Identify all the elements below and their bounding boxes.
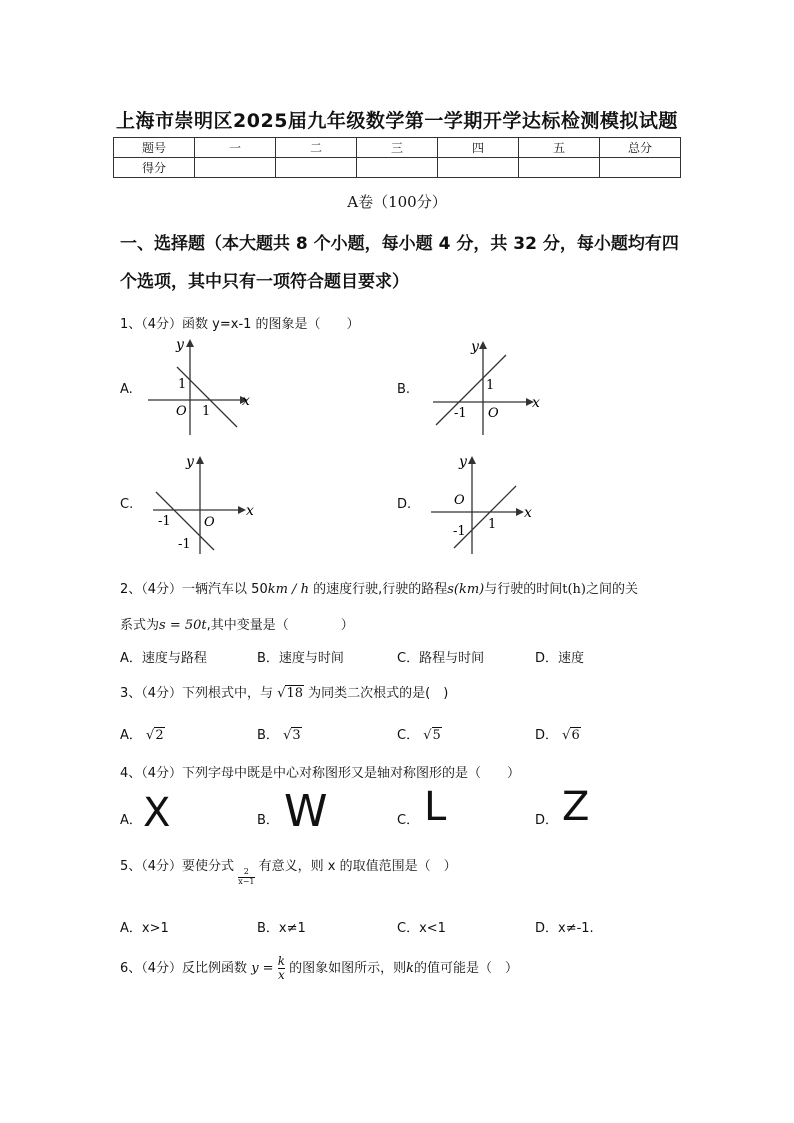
table-cell: 四 [438,138,519,158]
denominator: x−1 [238,877,255,886]
q2-text: 与行驶的时间 [484,582,563,597]
q5-option-a: A．x>1 [120,921,169,936]
q1-option-b-label: B. [397,382,411,397]
q5-option-c: C．x<1 [397,921,446,936]
x-label: x [524,505,532,521]
question-2-stem-line-1 [120,578,638,597]
question-4-stem: 4、（4分）下列字母中既是中心对称图形又是轴对称图形的是（ ） [120,766,521,781]
sqrt-expression: √6 [562,728,580,743]
q6-lhs: y = [251,961,274,977]
q3-option-d [535,724,581,743]
denominator: x [277,968,285,983]
q2-option-c: C．路程与时间 [397,651,485,666]
q2-text: 2、（4分）一辆汽车以 50 [120,582,268,597]
x-axis-arrow [238,506,246,514]
score-cell [438,158,519,178]
q2-unit: km / h [267,582,309,597]
y-label: y [459,454,467,470]
x-label: x [532,395,540,411]
option-label: B． [257,728,279,743]
radicand: 18 [286,686,304,701]
q2-text: ,其中变量是（ ） [206,618,354,633]
q3-option-c [397,724,442,743]
q3-option-b [257,724,302,743]
tick-label: -1 [178,537,191,552]
q1-graph-c [148,450,268,558]
q2-formula: s = 50t [159,618,207,633]
q1-option-d-label: D. [397,497,412,512]
table-cell: 总分 [600,138,681,158]
tick-label: 1 [202,404,211,419]
y-axis-arrow [186,339,194,347]
q1-graph-a [140,335,260,440]
y-axis-arrow [196,456,204,464]
radicand: 3 [292,728,301,743]
question-1-stem: 1、（4分）函数 y=x-1 的图象是（ ） [120,317,360,332]
q5-text: 有意义，则 x 的取值范围是（ ） [258,859,457,874]
q2-text: 之间的关 [586,582,639,597]
sqrt-expression: √2 [146,728,164,743]
q3-text: 为同类二次根式的是( ) [308,686,449,701]
q4-option-d-letter: Z [562,784,590,830]
page-title: 上海市崇明区2025届九年级数学第一学期开学达标检测模拟试题 [116,110,678,132]
sqrt-expression: √3 [283,728,301,743]
sqrt-expression: √18 [277,686,304,701]
score-cell [600,158,681,178]
radicand: 5 [432,728,441,743]
tick-label: -1 [453,524,466,539]
origin-label: O [488,406,499,421]
radicand: 6 [571,728,580,743]
x-axis-arrow [516,508,524,516]
option-label: A． [120,728,142,743]
score-cell [195,158,276,178]
question-3-stem [120,682,448,701]
q2-option-a: A．速度与路程 [120,651,207,666]
y-label: y [176,337,184,353]
q2-s-km: s(km) [447,582,485,597]
q6-text: 的值可能是（ ） [414,961,519,977]
question-5-stem [120,855,457,887]
score-table [113,137,681,178]
origin-label: O [176,404,187,419]
tick-label: -1 [158,514,171,529]
score-cell [357,158,438,178]
radicand: 2 [155,728,164,743]
question-6-stem [120,955,518,982]
score-table-header-row [114,138,681,158]
x-label: x [242,393,250,409]
q1-option-c-label: C. [120,497,134,512]
sqrt-expression: √5 [423,728,441,743]
q4-option-a-letter: X [143,790,171,836]
x-label: x [246,503,254,519]
q4-option-c-label: C． [397,813,420,828]
score-cell [519,158,600,178]
q1-graph-b [428,335,553,440]
q5-text: 5、（4分）要使分式 [120,859,235,874]
q5-option-b: B．x≠1 [257,921,306,936]
section-title: A卷（100分） [347,193,447,211]
q2-t-h: t(h) [562,582,587,597]
y-axis-arrow [479,341,487,349]
fraction [278,955,285,982]
q3-option-a [120,724,165,743]
y-axis-arrow [468,456,476,464]
option-label: D． [535,728,559,743]
q4-option-b-label: B． [257,813,279,828]
q4-option-c-letter: L [424,784,447,830]
tick-label: 1 [178,377,187,392]
q6-text: 6、（4分）反比例函数 [120,961,248,977]
q1-option-a-label: A. [120,382,133,397]
tick-label: -1 [454,406,467,421]
numerator: k [277,954,285,968]
q4-option-a-label: A． [120,813,142,828]
q6-text: 的图象如图所示，则 [289,961,407,977]
table-cell: 二 [276,138,357,158]
q5-option-d: D．x≠-1. [535,921,594,936]
question-2-stem-line-2 [120,614,354,633]
q2-option-b: B．速度与时间 [257,651,344,666]
q2-option-d: D．速度 [535,651,585,666]
y-label: y [471,339,479,355]
option-label: C． [397,728,420,743]
q1-graph-d [426,450,551,558]
table-cell: 得分 [114,158,195,178]
tick-label: 1 [488,517,497,532]
q2-text: 的速度行驶,行驶的路程 [308,582,448,597]
table-cell: 一 [195,138,276,158]
fraction [238,868,254,887]
score-table-score-row [114,158,681,178]
q4-option-d-label: D． [535,813,559,828]
section-heading: 一、选择题（本大题共 8 个小题，每小题 4 分，共 32 分，每小题均有四个选项，其中只有一项符合题目要求） [120,234,679,292]
origin-label: O [204,515,215,530]
q6-k: k [406,961,415,977]
table-cell: 五 [519,138,600,158]
q4-option-b-letter: W [284,786,328,837]
q2-text: 系式为 [120,618,160,633]
numerator: 2 [238,868,254,878]
y-label: y [186,454,194,470]
origin-label: O [454,493,465,508]
q3-text: 3、（4分）下列根式中，与 [120,686,274,701]
table-cell: 三 [357,138,438,158]
score-cell [276,158,357,178]
table-cell: 题号 [114,138,195,158]
tick-label: 1 [486,378,495,393]
